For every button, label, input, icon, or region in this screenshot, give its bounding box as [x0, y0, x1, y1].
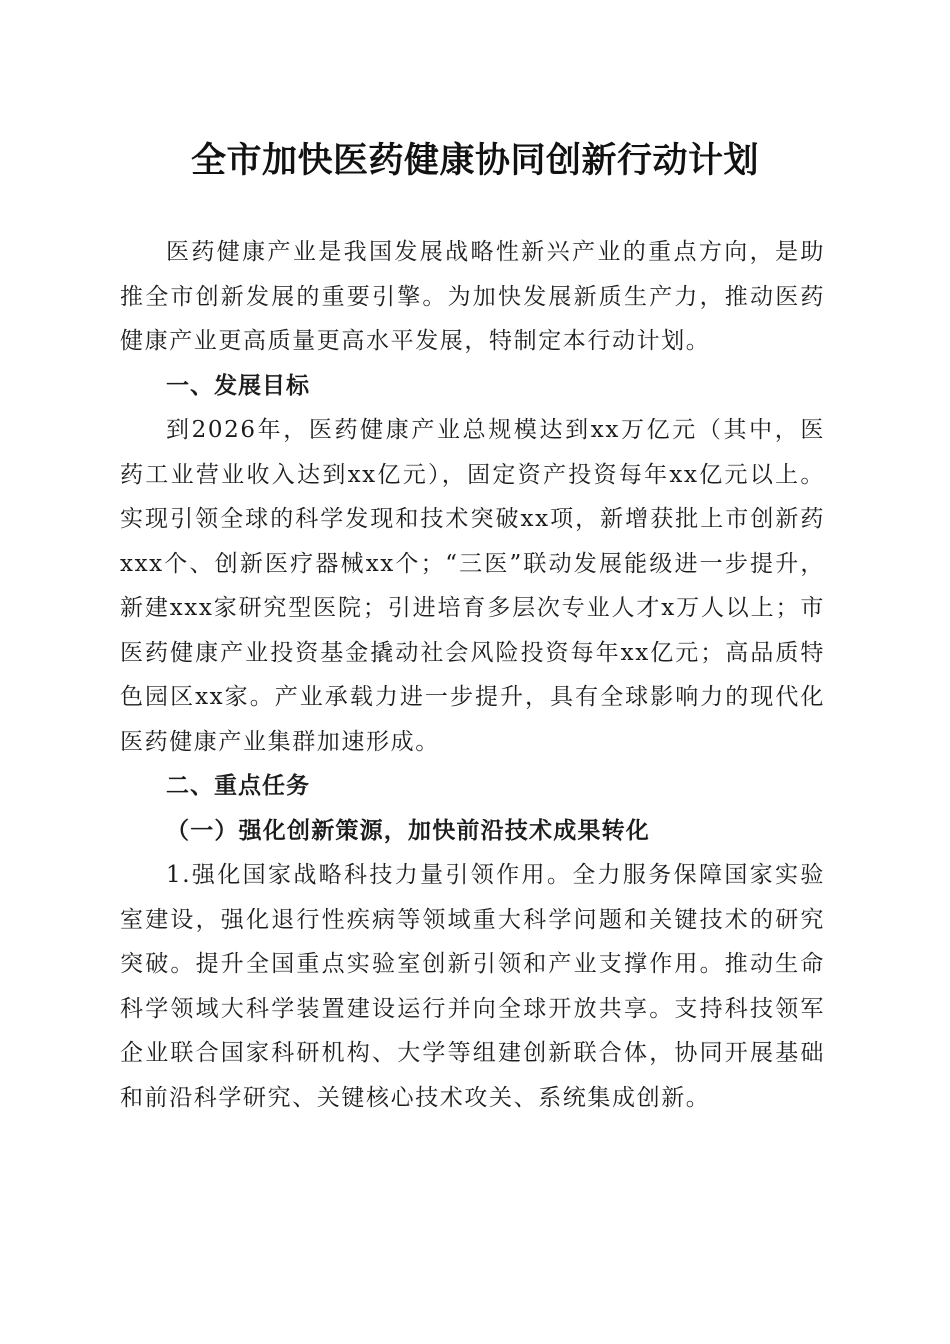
section-heading-goals: 一、发展目标: [166, 372, 310, 399]
task-item-1-paragraph: 1.强化国家战略科技力量引领作用。全力服务保障国家实验室建设，强化退行性疾病等领域重大科学问题和关键技术的研究突破。提升全国重点实验室创新引领和产业支撑作用。推动生命科学领域大科学装置建设运行并向全球开放共享。支持科技领军企业联合国家科研机构、大学等组建创新联合体，协同开展基础和前沿科学研究、关键核心技术攻关、系统集成创新。: [120, 862, 825, 1111]
goals-paragraph: 到2026年，医药健康产业总规模达到xx万亿元（其中，医药工业营业收入达到xx亿元），固定资产投资每年xx亿元以上。实现引领全球的科学发现和技术突破xx项，新增获批上市创新药xxx个、创新医疗器械xx个；“三医”联动发展能级进一步提升，新建xxx家研究型医院；引进培育多层次专业人才x万人以上；市医药健康产业投资基金撬动社会风险投资每年xx亿元；高品质特色园区xx家。产业承载力进一步提升，具有全球影响力的现代化医药健康产业集群加速形成。: [120, 417, 825, 755]
document-title: 全市加快医药健康协同创新行动计划: [190, 140, 759, 181]
intro-paragraph: 医药健康产业是我国发展战略性新兴产业的重点方向，是助推全市创新发展的重要引擎。为加快发展新质生产力，推动医药健康产业更高质量更高水平发展，特制定本行动计划。: [120, 239, 825, 354]
subsection-heading-innovation: （一）强化创新策源，加快前沿技术成果转化: [166, 816, 650, 844]
section-heading-tasks: 二、重点任务: [166, 773, 310, 799]
document-body: [120, 230, 825, 1120]
